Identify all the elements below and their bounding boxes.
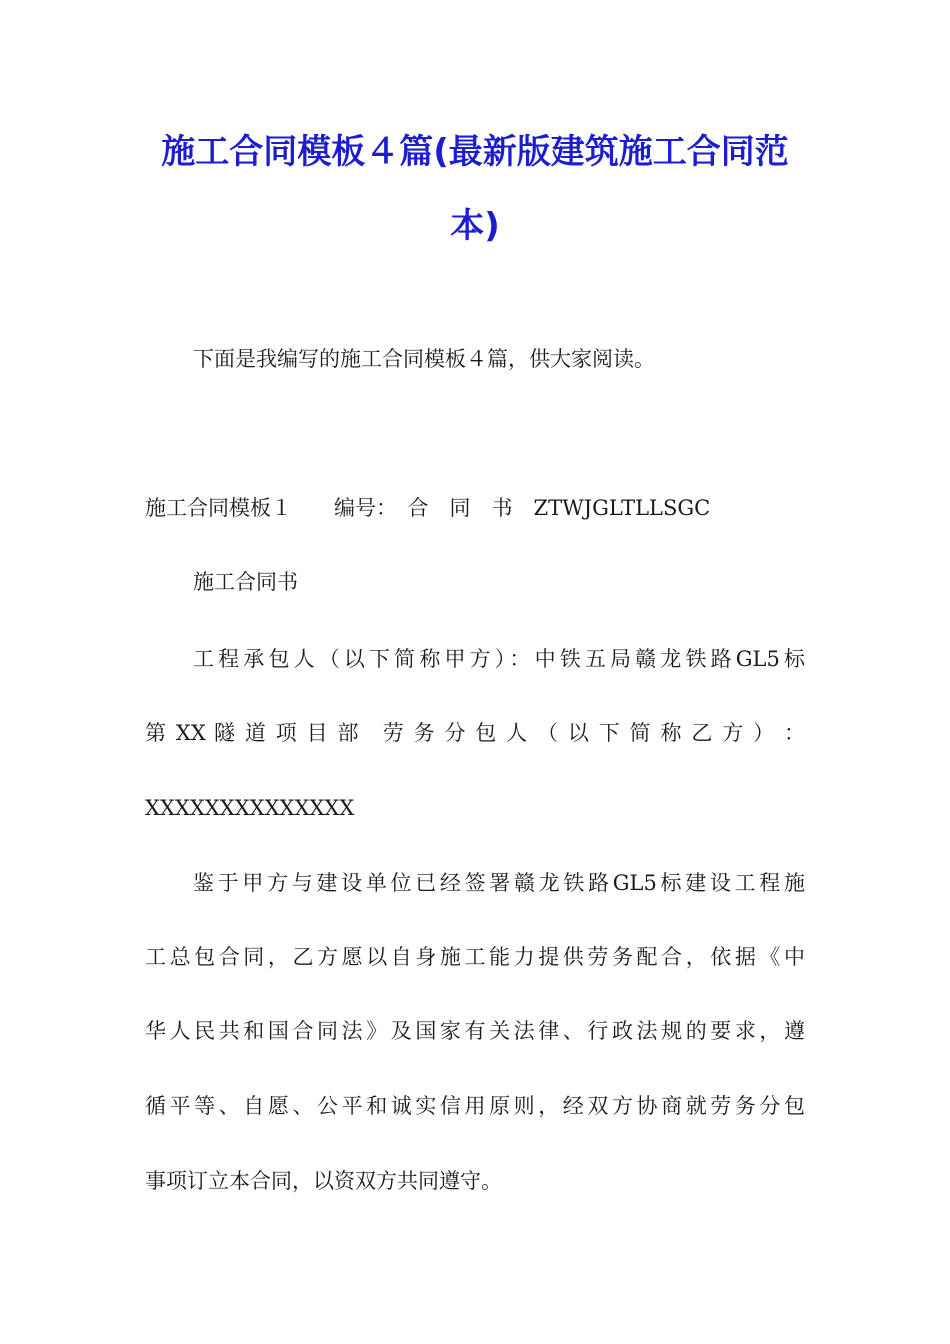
- subcontractor-line: 第 XX 隧 道 项 目 部 劳 务 分 包 人 （ 以 下 简 称 乙 方 ） ：: [145, 721, 805, 745]
- document-title-line-2: 本): [450, 206, 500, 246]
- contractor-line: 工程承包人（以下简称甲方）：中铁五局赣龙铁路GL5标: [193, 647, 805, 671]
- paragraph-line: 工总包合同，乙方愿以自身施工能力提供劳务配合，依据《中: [145, 945, 805, 969]
- paragraph-line: 鉴于甲方与建设单位已经签署赣龙铁路GL5标建设工程施: [193, 871, 805, 895]
- paragraph-line: 循平等、自愿、公平和诚实信用原则，经双方协商就劳务分包: [145, 1094, 805, 1118]
- subcontractor-name: XXXXXXXXXXXXXX: [145, 796, 355, 820]
- document-title-line-1: 施工合同模板４篇(最新版建筑施工合同范: [161, 132, 789, 172]
- paragraph-line: 华人民共和国合同法》及国家有关法律、行政法规的要求，遵: [145, 1019, 805, 1043]
- intro-paragraph: 下面是我编写的施工合同模板４篇，供大家阅读。: [193, 347, 655, 371]
- paragraph-line: 事项订立本合同，以资双方共同遵守。: [145, 1169, 502, 1193]
- contract-book-title: 施工合同书: [193, 570, 298, 594]
- contract-heading-number: 施工合同模板１ 编号： 合 同 书 ZTWJGLTLLSGC: [145, 496, 711, 520]
